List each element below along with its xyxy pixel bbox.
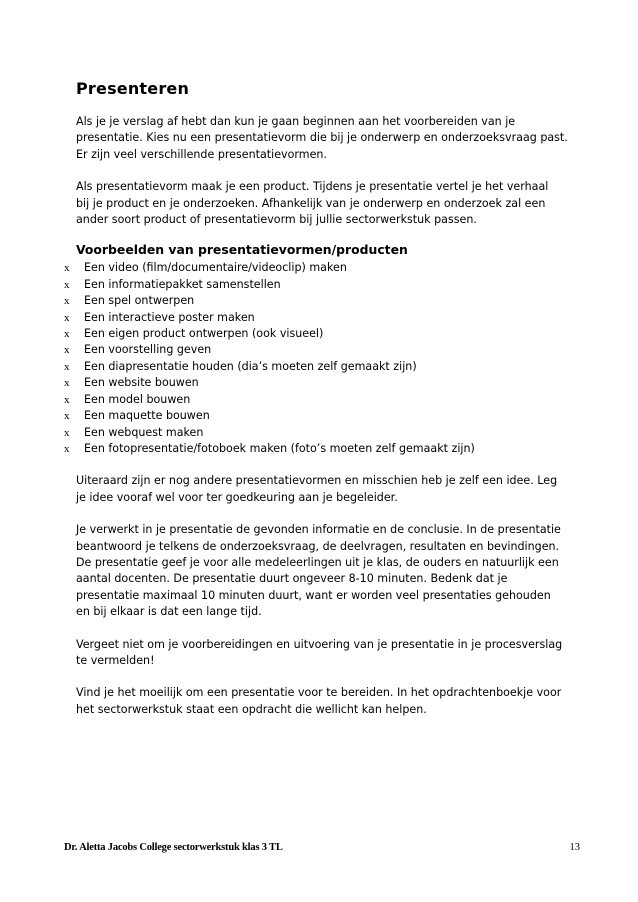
list-item xyxy=(64,359,576,375)
paragraph xyxy=(76,522,576,620)
list-item-text: Een informatiepakket samenstellen xyxy=(84,277,281,291)
text-line: je idee vooraf wel voor ter goedkeuring aan je begeleider. xyxy=(76,490,398,504)
bullet-marker: x xyxy=(64,360,70,373)
text-line: Als je je verslag af hebt dan kun je gaan beginnen aan het voorbereiden van je xyxy=(76,115,516,128)
intro-section xyxy=(76,114,576,228)
list-item-text: Een model bouwen xyxy=(84,392,191,406)
list-item-text: Een webquest maken xyxy=(84,425,204,439)
examples-list xyxy=(64,260,576,457)
bullet-marker: x xyxy=(64,262,70,275)
list-item xyxy=(64,277,576,293)
text-line: Er zijn veel verschillende presentatievormen. xyxy=(76,147,327,161)
text-line: De presentatie geef je voor alle medeleerlingen uit je klas, de ouders en natuurlijk een xyxy=(76,555,559,569)
footer-school-text: Dr. Aletta Jacobs College sectorwerkstuk klas 3 TL xyxy=(64,842,283,853)
list-item-text: Een interactieve poster maken xyxy=(84,310,255,324)
text-line: Je verwerkt in je presentatie de gevonden informatie en de conclusie. In de presentatie xyxy=(76,523,561,537)
text-line: Uiteraard zijn er nog andere presentatievormen en misschien heb je zelf een idee. Leg xyxy=(76,474,558,488)
bullet-marker: x xyxy=(64,442,70,455)
list-item-text: Een eigen product ontwerpen (ook visueel) xyxy=(84,327,324,341)
text-line: Vind je het moeilijk om een presentatie voor te bereiden. In het opdrachtenboekje voor xyxy=(76,686,562,700)
list-item xyxy=(64,441,576,457)
paragraph xyxy=(76,114,576,163)
page-number: 13 xyxy=(569,842,580,853)
text-line: het sectorwerkstuk staat een opdracht die wellicht kan helpen. xyxy=(76,702,427,716)
text-line: presentatie maximaal 10 minuten duurt, want er worden veel presentaties gehouden xyxy=(76,588,551,602)
bullet-marker: x xyxy=(64,328,70,341)
list-item xyxy=(64,326,576,342)
text-line: ander soort product of presentatievorm bij jullie sectorwerkstuk passen. xyxy=(76,213,477,227)
text-line: te vermelden! xyxy=(76,653,155,667)
list-item-text: Een video (film/documentaire/videoclip) maken xyxy=(84,261,347,275)
text-line: Vergeet niet om je voorbereidingen en uitvoering van je presentatie in je procesverslag xyxy=(76,637,563,651)
page-footer xyxy=(64,842,580,853)
text-line: beantwoord je telkens de onderzoeksvraag, de deelvragen, resultaten en bevindingen. xyxy=(76,539,560,553)
text-line: bij je product en je onderzoeken. Afhankelijk van je onderwerp en onderzoek zal een xyxy=(76,196,546,210)
page-content xyxy=(64,78,576,734)
section-subtitle: Voorbeelden van presentatievormen/producten xyxy=(76,242,408,258)
bullet-marker: x xyxy=(64,377,70,390)
body-section xyxy=(76,473,576,718)
list-item-text: Een fotopresentatie/fotoboek maken (foto’s moeten zelf gemaakt zijn) xyxy=(84,441,475,455)
bullet-marker: x xyxy=(64,426,70,439)
list-item-text: Een diapresentatie houden (dia’s moeten zelf gemaakt zijn) xyxy=(84,359,417,373)
bullet-marker: x xyxy=(64,410,70,423)
list-item xyxy=(64,392,576,408)
bullet-marker: x xyxy=(64,278,70,291)
page-title: Presenteren xyxy=(76,79,190,98)
paragraph xyxy=(76,637,576,670)
list-item xyxy=(64,342,576,358)
paragraph xyxy=(76,473,576,506)
list-item xyxy=(64,310,576,326)
list-item xyxy=(64,375,576,391)
bullet-marker: x xyxy=(64,311,70,324)
bullet-marker: x xyxy=(64,393,70,406)
list-item xyxy=(64,260,576,276)
text-line: Als presentatievorm maak je een product. Tijdens je presentatie vertel je het verhaal xyxy=(76,180,549,194)
list-item xyxy=(64,293,576,309)
paragraph xyxy=(76,179,576,228)
list-item-text: Een maquette bouwen xyxy=(84,409,210,423)
paragraph xyxy=(76,685,576,718)
list-item xyxy=(64,425,576,441)
bullet-marker: x xyxy=(64,344,70,357)
text-line: en bij elkaar is dat een lange tijd. xyxy=(76,605,262,619)
text-line: aantal docenten. De presentatie duurt ongeveer 8-10 minuten. Bedenk dat je xyxy=(76,572,508,586)
list-item-text: Een voorstelling geven xyxy=(84,343,212,357)
bullet-marker: x xyxy=(64,295,70,308)
list-item-text: Een website bouwen xyxy=(84,376,199,390)
text-line: presentatie. Kies nu een presentatievorm die bij je onderwerp en onderzoeksvraag past. xyxy=(76,131,568,145)
list-item xyxy=(64,408,576,424)
list-item-text: Een spel ontwerpen xyxy=(84,294,195,308)
